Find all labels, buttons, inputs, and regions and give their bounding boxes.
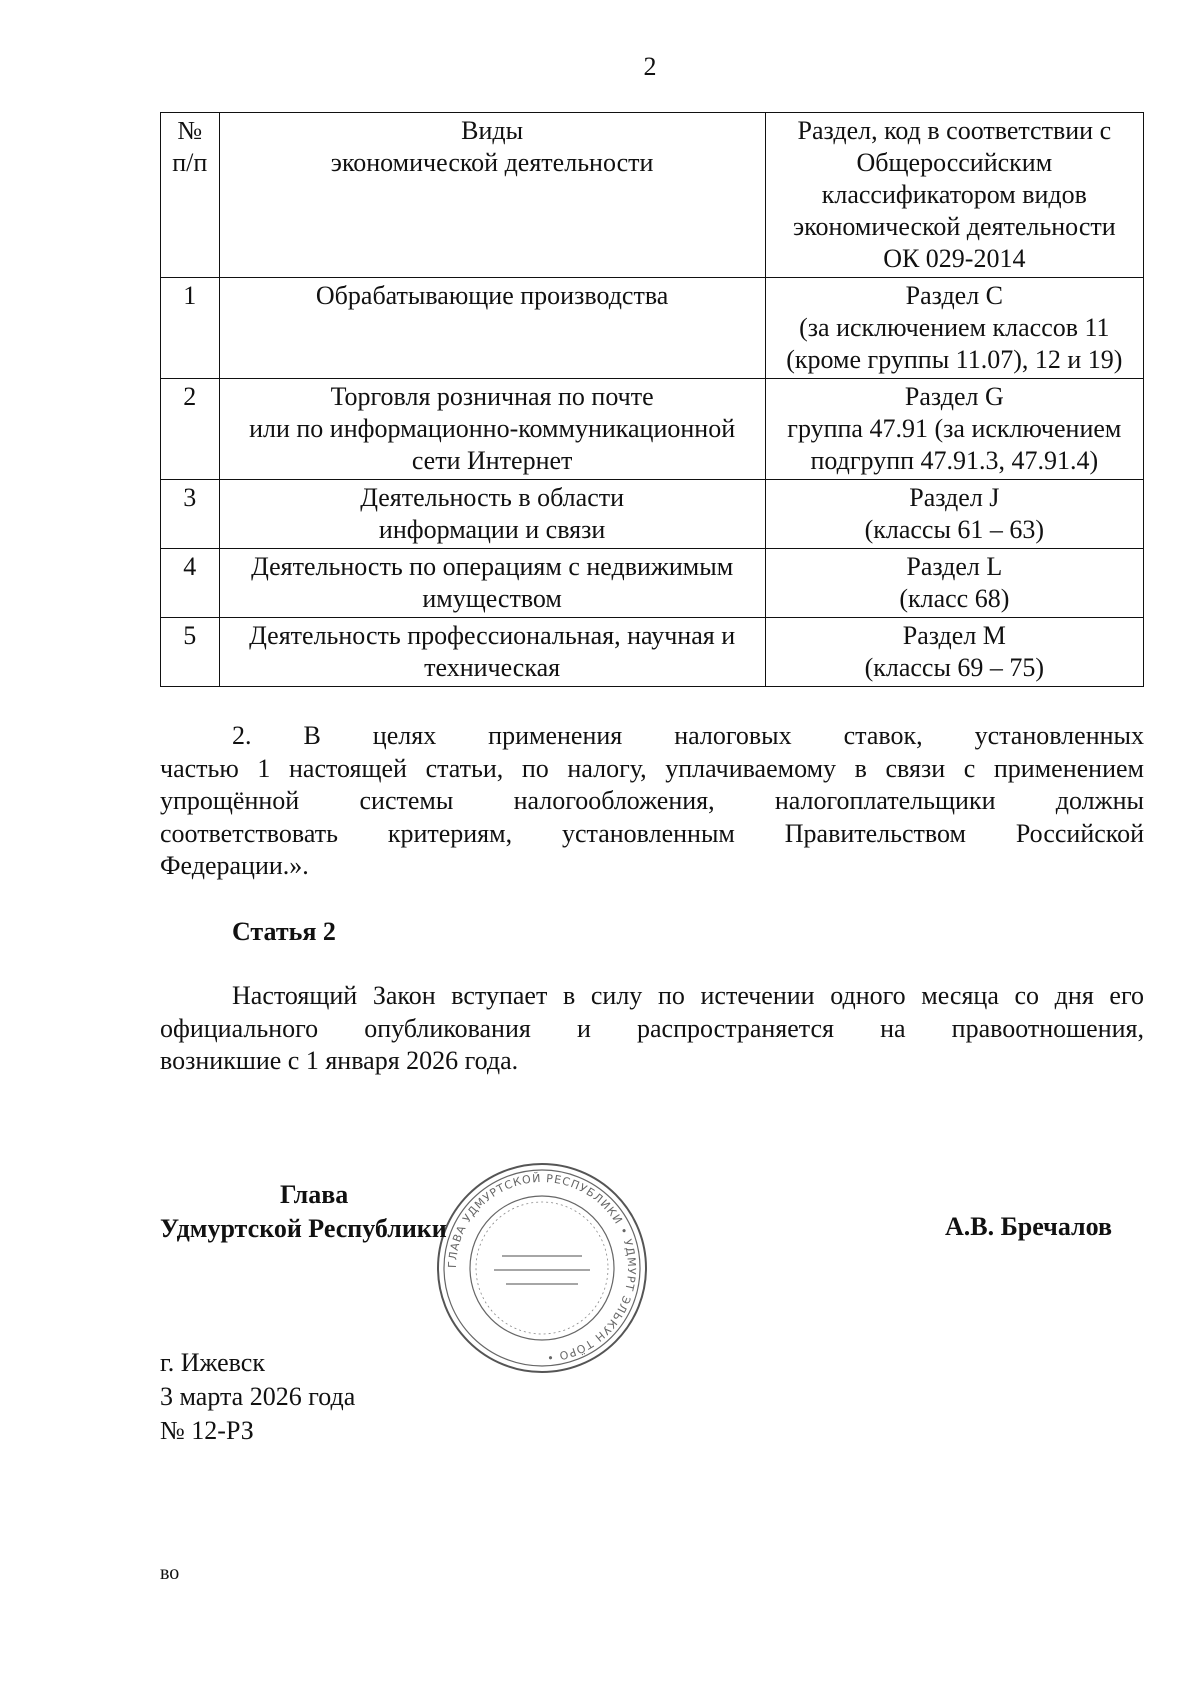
date: 3 марта 2026 года xyxy=(160,1382,356,1411)
row-activity xyxy=(219,480,765,549)
header-code-line: Раздел, код в соответствии с xyxy=(797,116,1112,145)
row-code xyxy=(765,618,1143,687)
row-activity xyxy=(219,549,765,618)
row-code-line: подгрупп 47.91.3, 47.91.4) xyxy=(810,446,1099,475)
paragraph-line: Федерации.». xyxy=(160,851,309,880)
header-num-line: п/п xyxy=(172,148,208,177)
header-activity xyxy=(219,113,765,278)
row-code xyxy=(765,278,1143,379)
row-code-line: Раздел L xyxy=(906,552,1003,581)
row-code-line: (классы 61 – 63) xyxy=(864,515,1045,544)
paragraph-line: частью 1 настоящей статьи, по налогу, уплачиваемому в связи с применением xyxy=(160,753,1144,783)
svg-text:ГЛАВА УДМУРТСКОЙ РЕСПУБЛИКИ • xyxy=(446,1172,638,1364)
signature-title-line1: Глава xyxy=(280,1180,349,1209)
row-activity xyxy=(219,379,765,480)
row-activity-line: Торговля розничная по почте xyxy=(330,382,654,411)
row-code-line: Раздел J xyxy=(909,483,1000,512)
article-2-text xyxy=(160,980,1144,1078)
row-code-line: Раздел M xyxy=(902,621,1006,650)
row-num: 4 xyxy=(161,549,220,618)
document-number: № 12-РЗ xyxy=(160,1416,254,1445)
paragraph-line: упрощённой системы налогообложения, налогоплательщики должны xyxy=(160,786,1144,815)
row-activity-line: информации и связи xyxy=(378,515,606,544)
row-activity-line: Обрабатывающие производства xyxy=(315,281,669,310)
table-row xyxy=(161,379,1144,480)
seal-ring-text: ГЛАВА УДМУРТСКОЙ РЕСПУБЛИКИ • УДМУРТ ЭЛЬКУН ТӦРО • xyxy=(445,1171,639,1364)
paragraph-line: 2. В целях применения налоговых ставок, установленных xyxy=(232,721,1144,750)
row-num: 5 xyxy=(161,618,220,687)
row-code xyxy=(765,480,1143,549)
paragraph-line: официального опубликования и распространяется на правоотношения, xyxy=(160,1013,1144,1043)
row-activity-line: Деятельность профессиональная, научная и xyxy=(249,621,736,650)
paragraph-line: Настоящий Закон вступает в силу по истечении одного месяца со дня его xyxy=(232,981,1144,1010)
activities-table xyxy=(160,112,1144,687)
row-activity xyxy=(219,278,765,379)
table-row xyxy=(161,278,1144,379)
header-code-line: экономической деятельности xyxy=(793,212,1116,241)
row-num: 3 xyxy=(161,480,220,549)
header-num xyxy=(161,113,220,278)
row-activity-line: Деятельность в области xyxy=(360,483,625,512)
row-activity xyxy=(219,618,765,687)
paragraph-line: соответствовать критериям, установленным Правительством Российской xyxy=(160,818,1144,848)
footer-code: во xyxy=(160,1562,180,1584)
signature-title xyxy=(160,1178,447,1246)
row-code xyxy=(765,549,1143,618)
row-code-line: группа 47.91 (за исключением xyxy=(787,414,1122,443)
header-code-line: Общероссийским xyxy=(856,148,1053,177)
page-number: 2 xyxy=(643,52,657,81)
row-code-line: (кроме группы 11.07), 12 и 19) xyxy=(786,345,1123,374)
official-seal xyxy=(432,1158,652,1378)
header-code-line: ОК 029-2014 xyxy=(883,244,1026,273)
row-code xyxy=(765,379,1143,480)
header-num-line: № xyxy=(177,116,203,145)
table-row xyxy=(161,549,1144,618)
header-activity-line: Виды xyxy=(461,116,524,145)
paragraph-2 xyxy=(160,720,1144,883)
paragraph-line: возникшие с 1 января 2026 года. xyxy=(160,1046,519,1075)
signatory-name: А.В. Бречалов xyxy=(945,1212,1113,1241)
row-activity-line: Деятельность по операциям с недвижимым xyxy=(251,552,734,581)
header-activity-line: экономической деятельности xyxy=(330,148,654,177)
row-code-line: (классы 69 – 75) xyxy=(864,653,1045,682)
row-num: 1 xyxy=(161,278,220,379)
header-code xyxy=(765,113,1143,278)
city: г. Ижевск xyxy=(160,1348,265,1377)
row-code-line: (класс 68) xyxy=(899,584,1010,613)
table-header-row xyxy=(161,113,1144,278)
document-meta xyxy=(160,1346,355,1448)
header-code-line: классификатором видов xyxy=(821,180,1087,209)
row-num: 2 xyxy=(161,379,220,480)
table-row xyxy=(161,480,1144,549)
row-code-line: (за исключением классов 11 xyxy=(799,313,1110,342)
row-code-line: Раздел С xyxy=(905,281,1004,310)
table-row xyxy=(161,618,1144,687)
row-code-line: Раздел G xyxy=(904,382,1004,411)
row-activity-line: или по информационно-коммуникационной xyxy=(249,414,736,443)
row-activity-line: сети Интернет xyxy=(411,446,573,475)
row-activity-line: техническая xyxy=(424,653,561,682)
article-2-heading: Статья 2 xyxy=(232,917,336,946)
signature-title-line2: Удмуртской Республики xyxy=(160,1214,447,1243)
row-activity-line: имуществом xyxy=(422,584,562,613)
